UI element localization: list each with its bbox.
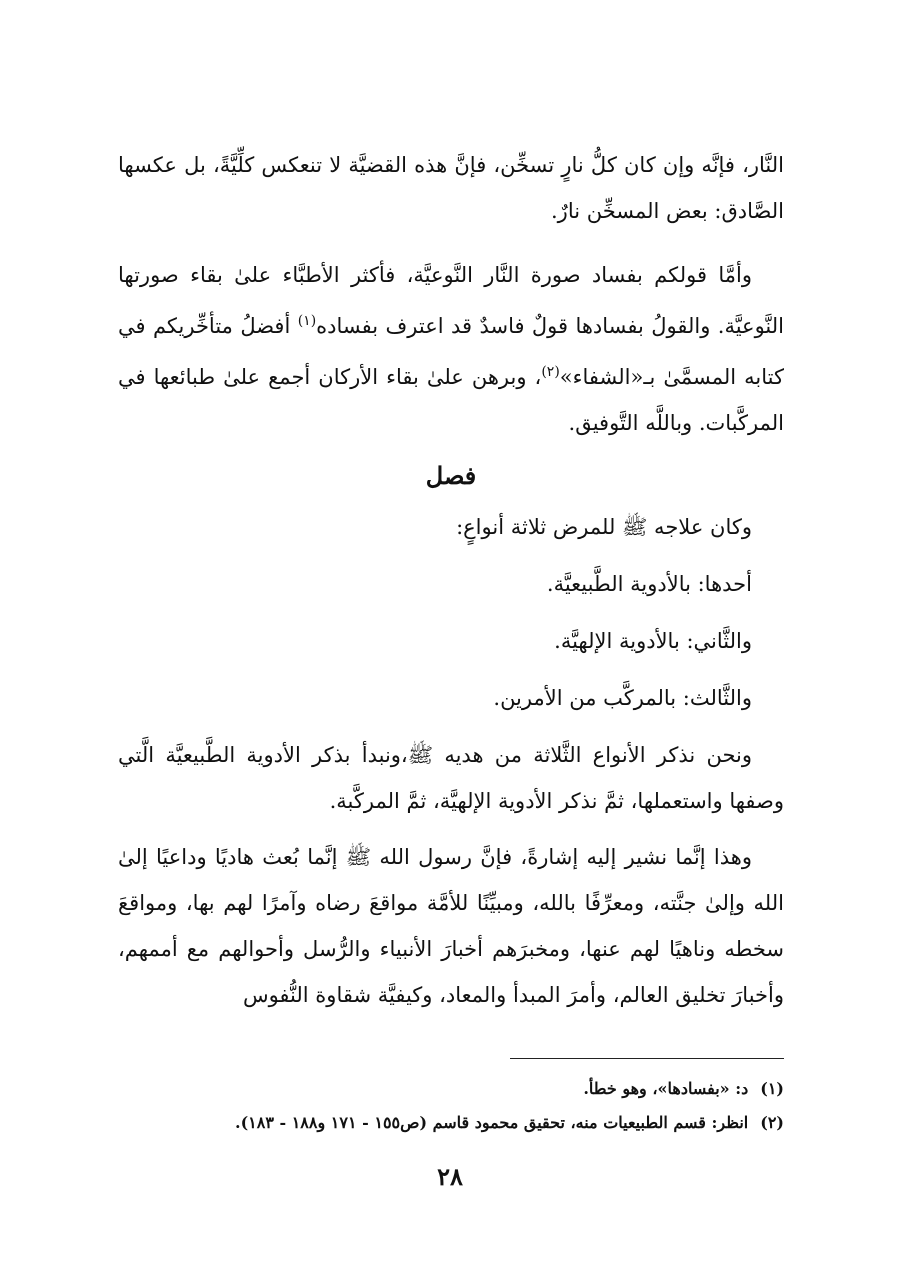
- paragraph-4-text: وهذا إنَّما نشير إليه إشارةً، فإنَّ رسول الله ﷺ إنَّما بُعث هاديًا وداعيًا إلىٰ الله وإلىٰ جنَّته، ومعرِّفًا بالله، ومبيِّنًا للأمَّة مواقعَ رضاه وآمرًا لهم بها، ومواقعَ سخطه وناهيًا لهم عنها، ومخبرَهم أخبارَ الأنبياء والرُّسل وأحوالهم مع أممهم، وأخبارَ تخليق العالم، وأمرَ المبدأ والمعاد، وكيفيَّة شقاوة النُّفوس: [118, 845, 785, 1007]
- footnote-ref-1[interactable]: (١): [297, 313, 317, 329]
- paragraph-4: [118, 834, 784, 1018]
- paragraph-1-text: النَّار، فإنَّه وإن كان كلُّ نارٍ تسخِّن، فإنَّ هذه القضيَّة لا تنعكس كلِّيَّةً، بل عكسها الصَّادق: بعض المسخِّن نارٌ.: [118, 153, 784, 223]
- footnote-2: [118, 1106, 784, 1140]
- list-item-second: والثَّاني: بالأدوية الإلهيَّة.: [554, 629, 752, 653]
- footnote-2-number: (٢): [760, 1113, 784, 1132]
- main-text: [118, 142, 784, 1036]
- paragraph-1: [118, 142, 784, 234]
- footnote-separator: [510, 1058, 784, 1059]
- footnote-2-text: انظر: قسم الطبيعيات منه، تحقيق محمود قاسم (ص١٥٥ - ١٧١ و١٨٨ - ١٨٣).: [235, 1113, 749, 1132]
- footnotes: [118, 1072, 784, 1140]
- paragraph-2-part-1: وأمَّا قولكم بفساد صورة النَّار النَّوعيَّة، فأكثر الأطبَّاء علىٰ بقاء صورتها النَّوعيَّة. والقولُ بفسادها قولٌ فاسدٌ قد اعترف بفساده: [118, 263, 784, 338]
- footnote-1-text: د: «بفسادها»، وهو خطأ.: [583, 1079, 749, 1098]
- footnote-1: [118, 1072, 784, 1106]
- footnote-ref-2[interactable]: (٢): [541, 364, 560, 380]
- list-item-first: أحدها: بالأدوية الطَّبيعيَّة.: [546, 572, 752, 596]
- paragraph-2: [118, 252, 784, 446]
- page-number: ٢٨: [437, 1162, 463, 1191]
- paragraph-3: [118, 732, 784, 824]
- section-heading: فصل: [425, 461, 477, 490]
- section-intro: وكان علاجه ﷺ للمرض ثلاثة أنواعٍ:: [456, 515, 752, 539]
- list-item-third: والثَّالث: بالمركَّب من الأمرين.: [493, 686, 752, 710]
- paragraph-3-text: ونحن نذكر الأنواع الثَّلاثة من هديه ﷺ،ونبدأ بذكر الأدوية الطَّبيعيَّة الَّتي وصفها واستعملها، ثمَّ نذكر الأدوية الإلهيَّة، ثمَّ المركَّبة.: [118, 743, 784, 813]
- paragraph-2-part-3: ، وبرهن علىٰ بقاء الأركان أجمع علىٰ طبائعها في المركَّبات. وباللَّه التَّوفيق.: [118, 365, 784, 435]
- footnote-1-number: (١): [760, 1079, 784, 1098]
- paragraph-2-part-2: أفضلُ متأخِّريكم في كتابه المسمَّىٰ بـ«الشفاء»: [118, 314, 784, 389]
